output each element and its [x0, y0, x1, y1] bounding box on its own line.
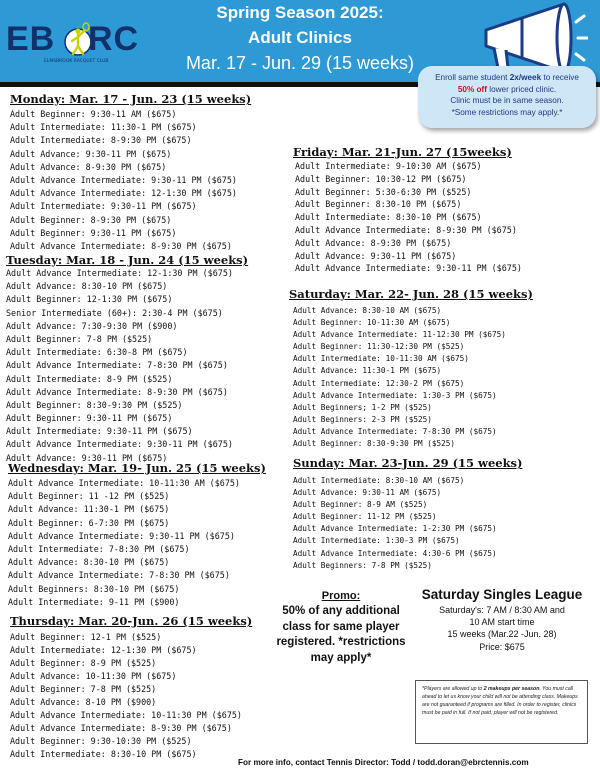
schedule-saturday	[289, 287, 533, 450]
class-entry: Adult Beginner: 8:30-10 PM ($675)	[295, 199, 462, 210]
class-list	[10, 631, 252, 761]
class-entry: Adult Advance Intermediate: 12-1:30 PM ($675)	[10, 188, 237, 199]
schedule-tuesday	[6, 253, 248, 465]
league-duration: 15 weeks (Mar.22 -Jun. 28)	[447, 629, 557, 640]
class-entry: Adult Advance Intermediate: 10-11:30 PM ($675)	[10, 710, 242, 720]
class-entry: Adult Advance: 9:30-11 PM ($675)	[6, 452, 168, 463]
class-entry: Adult Advance: 8-9:30 PM ($675)	[10, 161, 167, 172]
section-title: Monday: Mar. 17 - Jun. 23 (15 weeks)	[10, 92, 252, 106]
class-list	[293, 475, 522, 572]
class-entry: Senior Intermediate (60+): 2:30-4 PM ($675)	[6, 307, 223, 318]
class-entry: Adult Beginner: 10-11:30 AM ($675)	[293, 318, 451, 328]
class-list	[10, 108, 251, 253]
class-list	[8, 477, 266, 609]
singles-league-block	[412, 586, 592, 653]
footer-contact: For more info, contact Tennis Director: Todd / todd.doran@ebrctennis.com	[238, 758, 529, 767]
class-entry: Adult Beginner: 9:30-10:30 PM ($525)	[10, 736, 192, 746]
class-entry: Adult Advance: 9:30-11 AM ($675)	[293, 488, 442, 498]
megaphone-icon	[478, 2, 588, 76]
class-entry: Adult Beginner: 5:30-6:30 PM ($525)	[295, 186, 472, 197]
class-entry: Adult Intermediate: 12:30-2 PM ($675)	[293, 378, 465, 388]
class-entry: Adult Beginner: 10:30-12 PM ($675)	[295, 173, 467, 184]
section-title: Friday: Mar. 21-Jun. 27 (15weeks)	[293, 145, 512, 159]
promo-title: Promo:	[321, 590, 361, 602]
class-entry: Adult Advance: 8-9:30 PM ($675)	[295, 237, 452, 248]
class-entry: Adult Intermediate: 7-8:30 PM ($675)	[8, 543, 190, 554]
class-entry: Adult Beginner: 8-9 PM ($525)	[10, 658, 157, 668]
section-title: Sunday: Mar. 23-Jun. 29 (15 weeks)	[293, 456, 523, 470]
class-entry: Adult Advance Intermediate: 4:30-6 PM ($675)	[293, 548, 497, 558]
class-entry: Adult Advance: 11:30-1 PM ($675)	[293, 366, 442, 376]
class-entry: Adult Advance Intermediate: 8-9:30 PM ($675)	[10, 240, 232, 251]
class-entry: Adult Beginner: 6-7:30 PM ($675)	[8, 517, 170, 528]
class-entry: Adult Intermediate: 9:30-11 PM ($675)	[10, 201, 197, 212]
section-title: Saturday: Mar. 22- Jun. 28 (15 weeks)	[289, 287, 533, 301]
club-logo	[4, 16, 144, 68]
section-title: Tuesday: Mar. 18 - Jun. 24 (15 weeks)	[6, 253, 249, 267]
class-entry: Adult Intermediate: 10-11:30 AM ($675)	[293, 354, 469, 364]
class-entry: Adult Intermediate: 8:30-10 PM ($675)	[295, 212, 482, 223]
class-entry: Adult Beginner: 8-9:30 PM ($675)	[10, 214, 172, 225]
class-list	[293, 305, 533, 450]
class-entry: Adult Intermediate: 12-1:30 PM ($675)	[10, 645, 197, 655]
class-entry: Adult Advance: 7:30-9:30 PM ($900)	[6, 320, 178, 331]
class-entry: Adult Beginner: 9:30-11 PM ($675)	[10, 227, 177, 238]
class-entry: Adult Intermediate: 9:30-11 PM ($675)	[6, 426, 193, 437]
class-entry: Adult Intermediate: 8-9:30 PM ($675)	[10, 135, 192, 146]
schedule-thursday	[10, 614, 252, 761]
logo-text-right: RC	[88, 20, 140, 58]
class-entry: Adult Beginner: 8-9 AM ($525)	[293, 500, 428, 510]
section-title: Wednesday: Mar. 19- Jun. 25 (15 weeks)	[8, 461, 266, 475]
class-entry: Adult Intermediate: 6:30-8 PM ($675)	[6, 347, 188, 358]
class-entry: Adult Advance Intermediate: 8-9:30 PM ($675)	[10, 723, 232, 733]
class-entry: Adult Intermediate: 9-11 PM ($900)	[8, 596, 180, 607]
enrollment-promo-callout: Enroll same student 2x/week to receive 50% off lower priced clinic. Clinic must be in same season. *Some restrictions may apply.*	[418, 66, 596, 128]
class-entry: Adult Advance: 10-11:30 PM ($675)	[10, 671, 177, 681]
schedule-friday	[293, 145, 522, 275]
class-entry: Adult Advance Intermediate: 7-8:30 PM ($675)	[6, 360, 228, 371]
class-entry: Adult Advance: 11:30-1 PM ($675)	[8, 504, 170, 515]
class-entry: Adult Advance Intermediate: 7-8:30 PM ($675)	[8, 570, 230, 581]
class-entry: Adult Intermediate: 8:30-10 AM ($675)	[293, 476, 465, 485]
class-entry: Adult Intermediate: 9-10:30 AM ($675)	[295, 161, 482, 171]
class-entry: Adult Intermediate: 1:30-3 PM ($675)	[293, 536, 460, 546]
class-entry: Adult Advance Intermediate: 9:30-11 PM ($675)	[6, 439, 233, 450]
schedule-monday	[10, 92, 251, 253]
class-entry: Adult Beginners: 8:30-10 PM ($675)	[8, 583, 180, 594]
class-entry: Adult Beginner: 12-1:30 PM ($675)	[6, 294, 173, 305]
page-title-dates: Mar. 17 - Jun. 29 (15 weeks)	[185, 53, 415, 73]
logo-subtext: ELMSBROOK RACQUET CLUB	[44, 59, 109, 64]
class-entry: Adult Advance Intermediate: 10-11:30 AM ($675)	[8, 478, 240, 488]
logo-text-left: EB	[6, 20, 56, 58]
class-entry: Adult Beginner: 11 -12 PM ($525)	[8, 491, 170, 502]
class-entry: Adult Advance: 9:30-11 PM ($675)	[10, 148, 172, 159]
class-entry: Adult Advance Intermediate: 8-9:30 PM ($675)	[295, 224, 517, 235]
class-entry: Adult Advance Intermediate: 7-8:30 PM ($675)	[293, 426, 497, 436]
class-entry: Adult Advance: 8:30-10 AM ($675)	[293, 306, 442, 315]
class-list	[295, 160, 522, 275]
class-entry: Adult Advance: 8-10 PM ($900)	[10, 697, 157, 707]
section-title: Thursday: Mar. 20-Jun. 26 (15 weeks)	[10, 614, 253, 628]
class-entry: Adult Beginner: 11-12 PM ($525)	[293, 512, 437, 522]
class-entry: Adult Beginner: 8:30-9:30 PM ($525)	[293, 439, 455, 449]
league-price: Price: $675	[479, 641, 525, 652]
class-entry: Adult Beginner: 12-1 PM ($525)	[10, 632, 162, 642]
class-entry: Adult Advance Intermediate: 9:30-11 PM ($675)	[295, 263, 522, 274]
class-entry: Adult Advance Intermediate: 9:30-11 PM ($675)	[8, 530, 235, 541]
class-entry: Adult Advance Intermediate: 1-2:30 PM ($675)	[293, 524, 497, 534]
league-title: Saturday Singles League	[421, 587, 583, 602]
class-entry: Adult Advance Intermediate: 12-1:30 PM ($675)	[6, 268, 233, 278]
class-entry: Adult Beginner: 9:30-11 AM ($675)	[10, 109, 177, 119]
class-entry: Adult Beginner: 7-8 PM ($525)	[10, 684, 157, 694]
class-entry: Adult Advance: 8:30-10 PM ($675)	[8, 557, 170, 568]
league-schedule: Saturday's: 7 AM / 8:30 AM and	[439, 605, 565, 615]
class-entry: Adult Beginner: 9:30-11 PM ($675)	[6, 413, 173, 424]
promo-block	[276, 589, 406, 666]
class-entry: Adult Beginner: 7-8 PM ($525)	[6, 333, 153, 344]
class-entry: Adult Intermediate: 8:30-10 PM ($675)	[10, 749, 197, 759]
class-entry: Adult Beginners: 7-8 PM ($525)	[293, 560, 432, 570]
page-title-program: Adult Clinics	[248, 28, 352, 47]
class-entry: Adult Advance Intermediate: 8-9:30 PM ($675)	[6, 386, 228, 397]
class-entry: Adult Advance Intermediate: 11-12:30 PM ($675)	[293, 330, 506, 340]
class-entry: Adult Intermediate: 11:30-1 PM ($675)	[10, 122, 197, 133]
page-title-season: Spring Season 2025:	[216, 3, 384, 22]
class-entry: Adult Advance: 9:30-11 PM ($675)	[295, 250, 457, 261]
class-entry: Adult Advance Intermediate: 1:30-3 PM ($675)	[293, 390, 497, 400]
class-entry: Adult Beginners: 2-3 PM ($525)	[293, 414, 432, 424]
class-entry: Adult Advance: 8:30-10 PM ($675)	[6, 281, 168, 292]
class-entry: Adult Beginner: 11:30-12:30 PM ($525)	[293, 342, 465, 352]
schedule-wednesday	[8, 461, 266, 609]
class-entry: Adult Advance Intermediate: 9:30-11 PM ($675)	[10, 174, 237, 185]
makeup-policy-note: *Players are allowed up to 2 makeups per season. You must call ahead to let us know your child will not be attending class. Makeups are not guaranteed if programs are filled. In order to register, clinics must be paid in full. If not paid, player will not be registered.	[415, 680, 588, 744]
schedule-sunday	[293, 456, 522, 572]
class-entry: Adult Beginners; 1-2 PM ($525)	[293, 402, 432, 412]
class-list	[6, 267, 248, 465]
class-entry: Adult Beginner: 8:30-9:30 PM ($525)	[6, 399, 183, 410]
league-start-time: 10 AM start time	[469, 617, 535, 628]
promo-body: 50% of any additional class for same player registered. *restrictions may apply*	[276, 605, 406, 664]
class-entry: Adult Intermediate: 8-9 PM ($525)	[6, 373, 173, 384]
